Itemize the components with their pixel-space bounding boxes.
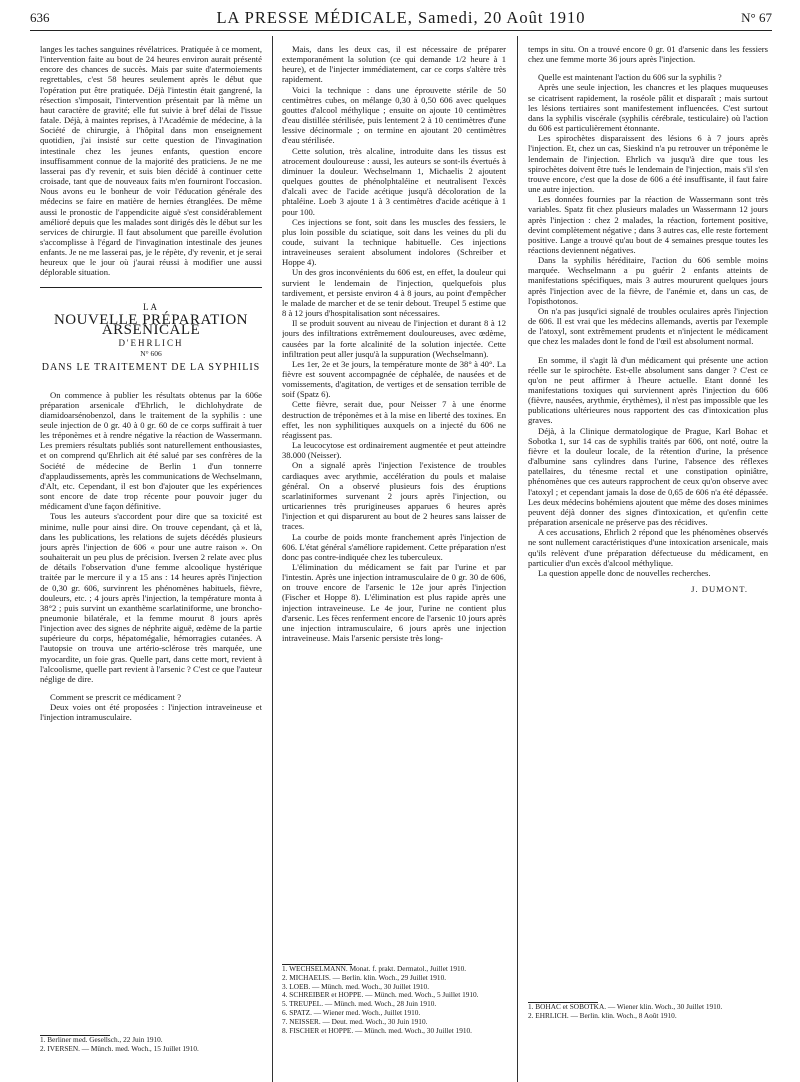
paragraph: On commence à publier les résultats obtenus par la 606e préparation arsenicale d'Ehrlich, le dichlohydrate de diamidoarsénobenzol, dans le traitement de la syphilis : une seule injection de 0 gr. 40 à 0 gr. 60 de ce corps suffirait à tuer les tréponèmes et à rendre négative la réaction de Wassermann. Les premiers résultats publiés sont naturellement enthousiastes, et on comprend qu'Ehrlich ait été salué par ses confrères de la Société de médecine de Berlin 1 d'un tonnerre d'applaudissements, après les communications de Wechselmann, d'Alt, etc. Cependant, il est bon d'ajouter que les expériences sont encore de date trop récente pour pouvoir juger du médicament d'une façon définitive. — [40, 389, 262, 512]
paragraph: Cette fièvre, serait due, pour Neisser 7 à une énorme destruction de tréponèmes et à la mise en liberté des toxines. En effet, les non syphilitiques auxquels on a injecté du 606 ne réagissent pas. — [282, 399, 506, 440]
paragraph: La leucocytose est ordinairement augmentée et peut atteindre 38.000 (Neisser). — [282, 440, 506, 461]
paragraph: Cette solution, très alcaline, introduite dans les tissus est atrocement douloureuse : aussi, les auteurs se sont-ils évertués à diminuer la douleur. Wechselmann 1, Michaelis 2 ajoutent quelques gouttes de phénolphtaléine et neutralisent l'excès d'alcali avec de l'acide acétique jusqu'à décoloration de la phtaléine. Loeb 3 ajoute 1 à 3 centimètres d'acide acétique à 1 pour 100. — [282, 145, 506, 217]
column-3 — [528, 44, 768, 1074]
paragraph: Deux voies ont été proposées : l'injection intraveineuse et l'injection intramusculaire. — [40, 702, 262, 723]
paragraph: Les spirochètes disparaissent des lésions 6 à 7 jours après l'injection. Et, chez un cas, Sieskind n'a pu retrouver un tréponème le lendemain de l'injection. Ehrlich va jusqu'à dire que tous les spirochètes doivent être tués le lendemain de l'injection, mais s'il s'en trouve encore, c'est que la dose de 606 a été insuffisante, il faut faire une autre injection. — [528, 133, 768, 195]
article-subtitle: DANS LE TRAITEMENT DE LA SYPHILIS — [41, 362, 261, 374]
article-kicker: LA — [143, 301, 159, 312]
paragraph: Les 1er, 2e et 3e jours, la température monte de 38° à 40°. La fièvre est souvent accompagnée de céphalée, de nausées et de vomissements, d'agitation, de vertiges et de sensation terrible de soif (Spatz 6). — [282, 358, 506, 400]
paragraph: Les données fournies par la réaction de Wassermann sont très variables. Spatz fit chez plusieurs malades un Wassermann 12 jours après l'injection : chez 2 malades, la réaction, fortement positive, devint complètement négative ; dans 3 autres cas, elle reste fortement positive. Lange a trouvé qu'au bout de 4 semaines presque toutes les réactions deviennent négatives. — [528, 194, 768, 255]
footnote: 4. SCHREIBER et HOPPE. — Münch. med. Woch., 5 Juillet 1910. — [282, 990, 479, 1000]
paragraph: Dans la syphilis héréditaire, l'action du 606 semble moins marquée. Wechselmann a pu guérir 2 enfants atteints de manifestations spécifiques, mais 3 autres moururent quelques jours après l'injection avec de la fièvre, de l'anémie et, dans un cas, de l'opisthotonos. — [528, 255, 768, 306]
paragraph: Déjà, à la Clinique dermatologique de Prague, Karl Bohac et Sobotka 1, sur 14 cas de syphilis traités par 606, ont noté, outre la fièvre et la douleur locale, de la rétention d'urine, la présence d'albumine sans cylindres dans l'urine, l'absence des réflexes patellaires, du ténesme rectal et une constipation opiniâtre, phénomènes que ces auteurs rapprochent de ceux qu'on observe avec l'atoxyl ; et cependant jamais la dose de 0,65 de 606 n'a été dépassée. Les deux médecins bohémiens ajoutent que même des doses minimes peuvent déjà donner des signes d'intoxication, et qu'enfin cette préparation arsenicale ne préserve pas des récidives. — [528, 425, 768, 528]
footnote: 3. LOEB. — Münch. med. Woch., 30 Juillet 1910. — [282, 981, 430, 991]
paragraph: Quelle est maintenant l'action du 606 sur la syphilis ? — [538, 72, 722, 83]
article-author: D'EHRLICH — [118, 338, 184, 349]
footnote: 2. IVERSEN. — Münch. med. Woch., 15 Juillet 1910. — [40, 1043, 199, 1053]
paragraph: langes les taches sanguines révélatrices. Pratiquée à ce moment, l'intervention faite au bout de 24 heures environ aurait présenté encore des chances de succès. Mais par suite d'atermoiements regrettables, c'est 58 heures seulement après le début que l'opération put être pratiquée. Déjà l'intestin était gangrené, la résection s'imposait, l'intervention présentait par là même un haut caractère de gravité; elle fut suivie à bref délai de l'issue fatale. Déjà, à maintes reprises, à l'Académie de médecine, à la Société de chirurgie, à l'hôpital dans mon enseignement quotidien, j'ai insisté sur cette question de l'invagination intestinale chez les jeunes enfants, question encore insuffisamment connue de la majorité des praticiens. Je ne me lasserai pas d'y revenir, et suis bien décidé à continuer cette croisade, tant que de nouveaux faits m'en fourniront l'occasion. Nous avons eu le bonheur de voir l'éducation générale des médecins se faire en matière de hernies étranglées. De même aussi le pronostic de l'appendicite aiguë s'est considérablement amélioré depuis que les malades sont dirigés dès le début sur les services de chirurgie. Il faut absolument que pareille évolution s'accomplisse à l'égard de l'invagination intestinale des jeunes enfants. Je ne me lasserai pas, je le répète, d'y revenir, et je serai heureux que le jour où j'aurai réussi à modifier une aussi déplorable situation. — [40, 44, 262, 278]
paragraph: La question appelle donc de nouvelles recherches. — [538, 567, 711, 578]
footnote: 2. EHRLICH. — Berlin. klin. Woch., 8 Août 1910. — [528, 1010, 677, 1020]
footnotes-column-2 — [282, 964, 506, 1035]
paragraph: Tous les auteurs s'accordent pour dire que sa toxicité est minime, nulle pour ainsi dire. On trouve cependant, çà et là, dans les publications, les relations de sujets décédés plusieurs jours après l'injection de 606 « pour une autre raison ». On souhaiterait un peu plus de précision. Iversen 2 relate avec plus de détails l'observation d'une femme alcoolique hystérique traitée par le mercure il y a 15 ans : 14 heures après l'injection de 0,30 gr. 606, survinrent les phénomènes habituels, fièvre, douleurs, etc. ; 4 jours après l'injection, la température monta à 38°2 ; puis survint un exanthème scarlatiniforme, une broncho-pneumonie bilatérale, et la femme mourut 8 jours après l'injection avec des signes de néphrite aiguë, œdème de la partie supérieure du corps, hépatomégalie, hémorragies cutanées. A l'autopsie on trouva une artério-sclérose très marquée, une myocardite, un foie gras. Quelle part, dans cette mort, revient à l'alcoolisme, quelle part revient à l'arsenic ? C'est ce que l'auteur néglige de dire. — [40, 511, 262, 684]
paragraph: L'élimination du médicament se fait par l'urine et par l'intestin. Après une injection intramusculaire de 0 gr. 30 de 606, on trouve encore de l'arsenic le 12e jour après l'injection (Fischer et Hoppe 8). L'élimination est plus rapide après une injection intraveineuse. Le 4e jour, l'urine ne contient plus d'arsenic. Les fèces renferment encore de l'arsenic 10 jours après une injection intramusculaire, 6 jours après une injection intraveineuse. Mais l'arsenic persiste très long- — [282, 561, 506, 644]
paragraph: Voici la technique : dans une éprouvette stérile de 50 centimètres cubes, on mélange 0,30 à 0,50 606 avec quelques gouttes d'alcool méthylique ; ensuite on ajoute 10 centimètres d'eau distillée stérilisée, puis lentement 2 à 10 centimètres d'une lessive décinormale ; on termine en ajoutant 20 centimètres d'eau stérilisée. — [282, 84, 506, 146]
column-2 — [282, 44, 506, 1074]
page-number: 636 — [30, 10, 50, 25]
paragraph: En somme, il s'agit là d'un médicament qui présente une action réelle sur le spirochète. Est-elle absolument sans danger ? C'est ce qu'on ne peut affirmer à l'heure actuelle. Etant donné les manifestations toxiques qui surviennent après l'injection du 606 (fièvre, nausées, arythmie, érythèmes), il n'est pas impossible que les publications ultérieures nous rapportent des cas d'intoxication plus graves. — [528, 354, 768, 426]
column-1 — [40, 44, 262, 1074]
paragraph: Comment se prescrit ce médicament ? — [50, 692, 182, 703]
footnote: 5. TREUPEL. — Münch. med. Woch., 28 Juin 1910. — [282, 999, 437, 1009]
footnote: 8. FISCHER et HOPPE. — Münch. med. Woch., 30 Juillet 1910. — [282, 1025, 473, 1035]
paragraph: Après une seule injection, les chancres et les plaques muqueuses se cicatrisent rapidement, la roséole pâlit et disparaît ; mais surtout les lésions tertiaires sont manifestement influencées. C'est surtout dans la syphilis viscérale (syphilis cérébrale, testiculaire) où l'action du 606 est particulièrement étonnante. — [528, 82, 768, 134]
footnote: 6. SPATZ. — Wiener med. Woch., Juillet 1910. — [282, 1007, 421, 1017]
paragraph: Ces injections se font, soit dans les muscles des fessiers, le plus loin possible du sciatique, soit dans les veines du pli du coude, suivant la technique habituelle. Ces injections intraveineuses seraient absolument indolores (Schreiber et Hoppe 4). — [282, 216, 506, 268]
footnote: 2. MICHAELIS. — Berlin. klin. Woch., 29 Juillet 1910. — [282, 972, 447, 982]
footnote: 7. NEISSER. — Deut. med. Woch., 30 Juin 1910. — [282, 1016, 428, 1026]
paragraph: On n'a pas jusqu'ici signalé de troubles oculaires après l'injection de 606. Il est vrai que les médecins allemands, avertis par l'exemple de l'atoxyl, sont extrêmement prudents et n'injectent le médicament que chez les malades dont le fond de l'œil est absolument normal. — [528, 305, 768, 347]
paragraph: La courbe de poids monte franchement après l'injection de 606. L'état général s'améliore rapidement. Cette préparation n'est donc pas contre-indiquée chez les tuberculeux. — [282, 531, 506, 562]
paragraph: Mais, dans les deux cas, il est nécessaire de préparer extemporanément la solution (ce qui demande 1/2 heure à 1 heure), et de l'injecter immédiatement, car ce corps s'altère très rapidement. — [282, 44, 506, 85]
article-heading — [40, 302, 262, 374]
paragraph: Un des gros inconvénients du 606 est, en effet, la douleur qui survient le lendemain de l'injection, quelquefois plus tardivement, et persiste environ 4 à 8 jours, au point d'empêcher le malade de marcher et de se tenir debout. Treupel 5 estime que 8 à 12 jours d'hospitalisation sont nécessaires. — [282, 267, 506, 319]
paragraph: Il se produit souvent au niveau de l'injection et durant 8 à 12 jours des infiltrations extrêmement douloureuses, avec œdème, causées par la forte alcalinité de la solution injectée. Cette infiltration peut aller jusqu'à la suppuration (Wechselmann). — [282, 318, 506, 359]
article-number: N° 606 — [140, 349, 162, 359]
footnotes-column-3 — [528, 1002, 768, 1021]
footnote: 1. Berliner med. Gesellsch., 22 Juin 1910. — [40, 1035, 163, 1044]
article-title: NOUVELLE PRÉPARATION ARSENICALE — [53, 311, 249, 338]
paragraph: A ces accusations, Ehrlich 2 répond que les phénomènes observés ne sont nullement caractéristiques d'une intoxication arsenicale, mais qu'ils relèvent d'une préparation défectueuse du médicament, en particulier d'un excès d'alcool méthylique. — [528, 527, 768, 568]
footnotes-column-1 — [40, 1035, 262, 1054]
journal-title: LA PRESSE MÉDICALE, Samedi, 20 Août 1910 — [216, 8, 586, 27]
footnote: 1. BOHAC et SOBOTKA. — Wiener klin. Woch., 30 Juillet 1910. — [528, 1002, 723, 1011]
paragraph: On a signalé après l'injection l'existence de troubles cardiaques avec arythmie, accélération du pouls et malaise général. On a observé plusieurs fois des éruptions scarlatiniformes survenant 2 jours après l'injection, ou urticariennes très prurigineuses apparues 6 heures après l'injection et qui disparurent au bout de 2 heures sans laisser de traces. — [282, 460, 506, 532]
footnote: 1. WECHSELMANN. Monat. f. prakt. Dermatol., Juillet 1910. — [282, 964, 467, 973]
article-rule — [40, 287, 262, 288]
column-divider — [272, 36, 273, 1082]
author-signature: J. DUMONT. — [691, 583, 748, 594]
column-divider — [517, 36, 518, 1082]
issue-number: N° 67 — [741, 10, 772, 25]
page-header — [30, 6, 772, 31]
paragraph: temps in situ. On a trouvé encore 0 gr. 01 d'arsenic dans les fessiers chez une femme morte 36 jours après l'injection. — [528, 44, 768, 65]
